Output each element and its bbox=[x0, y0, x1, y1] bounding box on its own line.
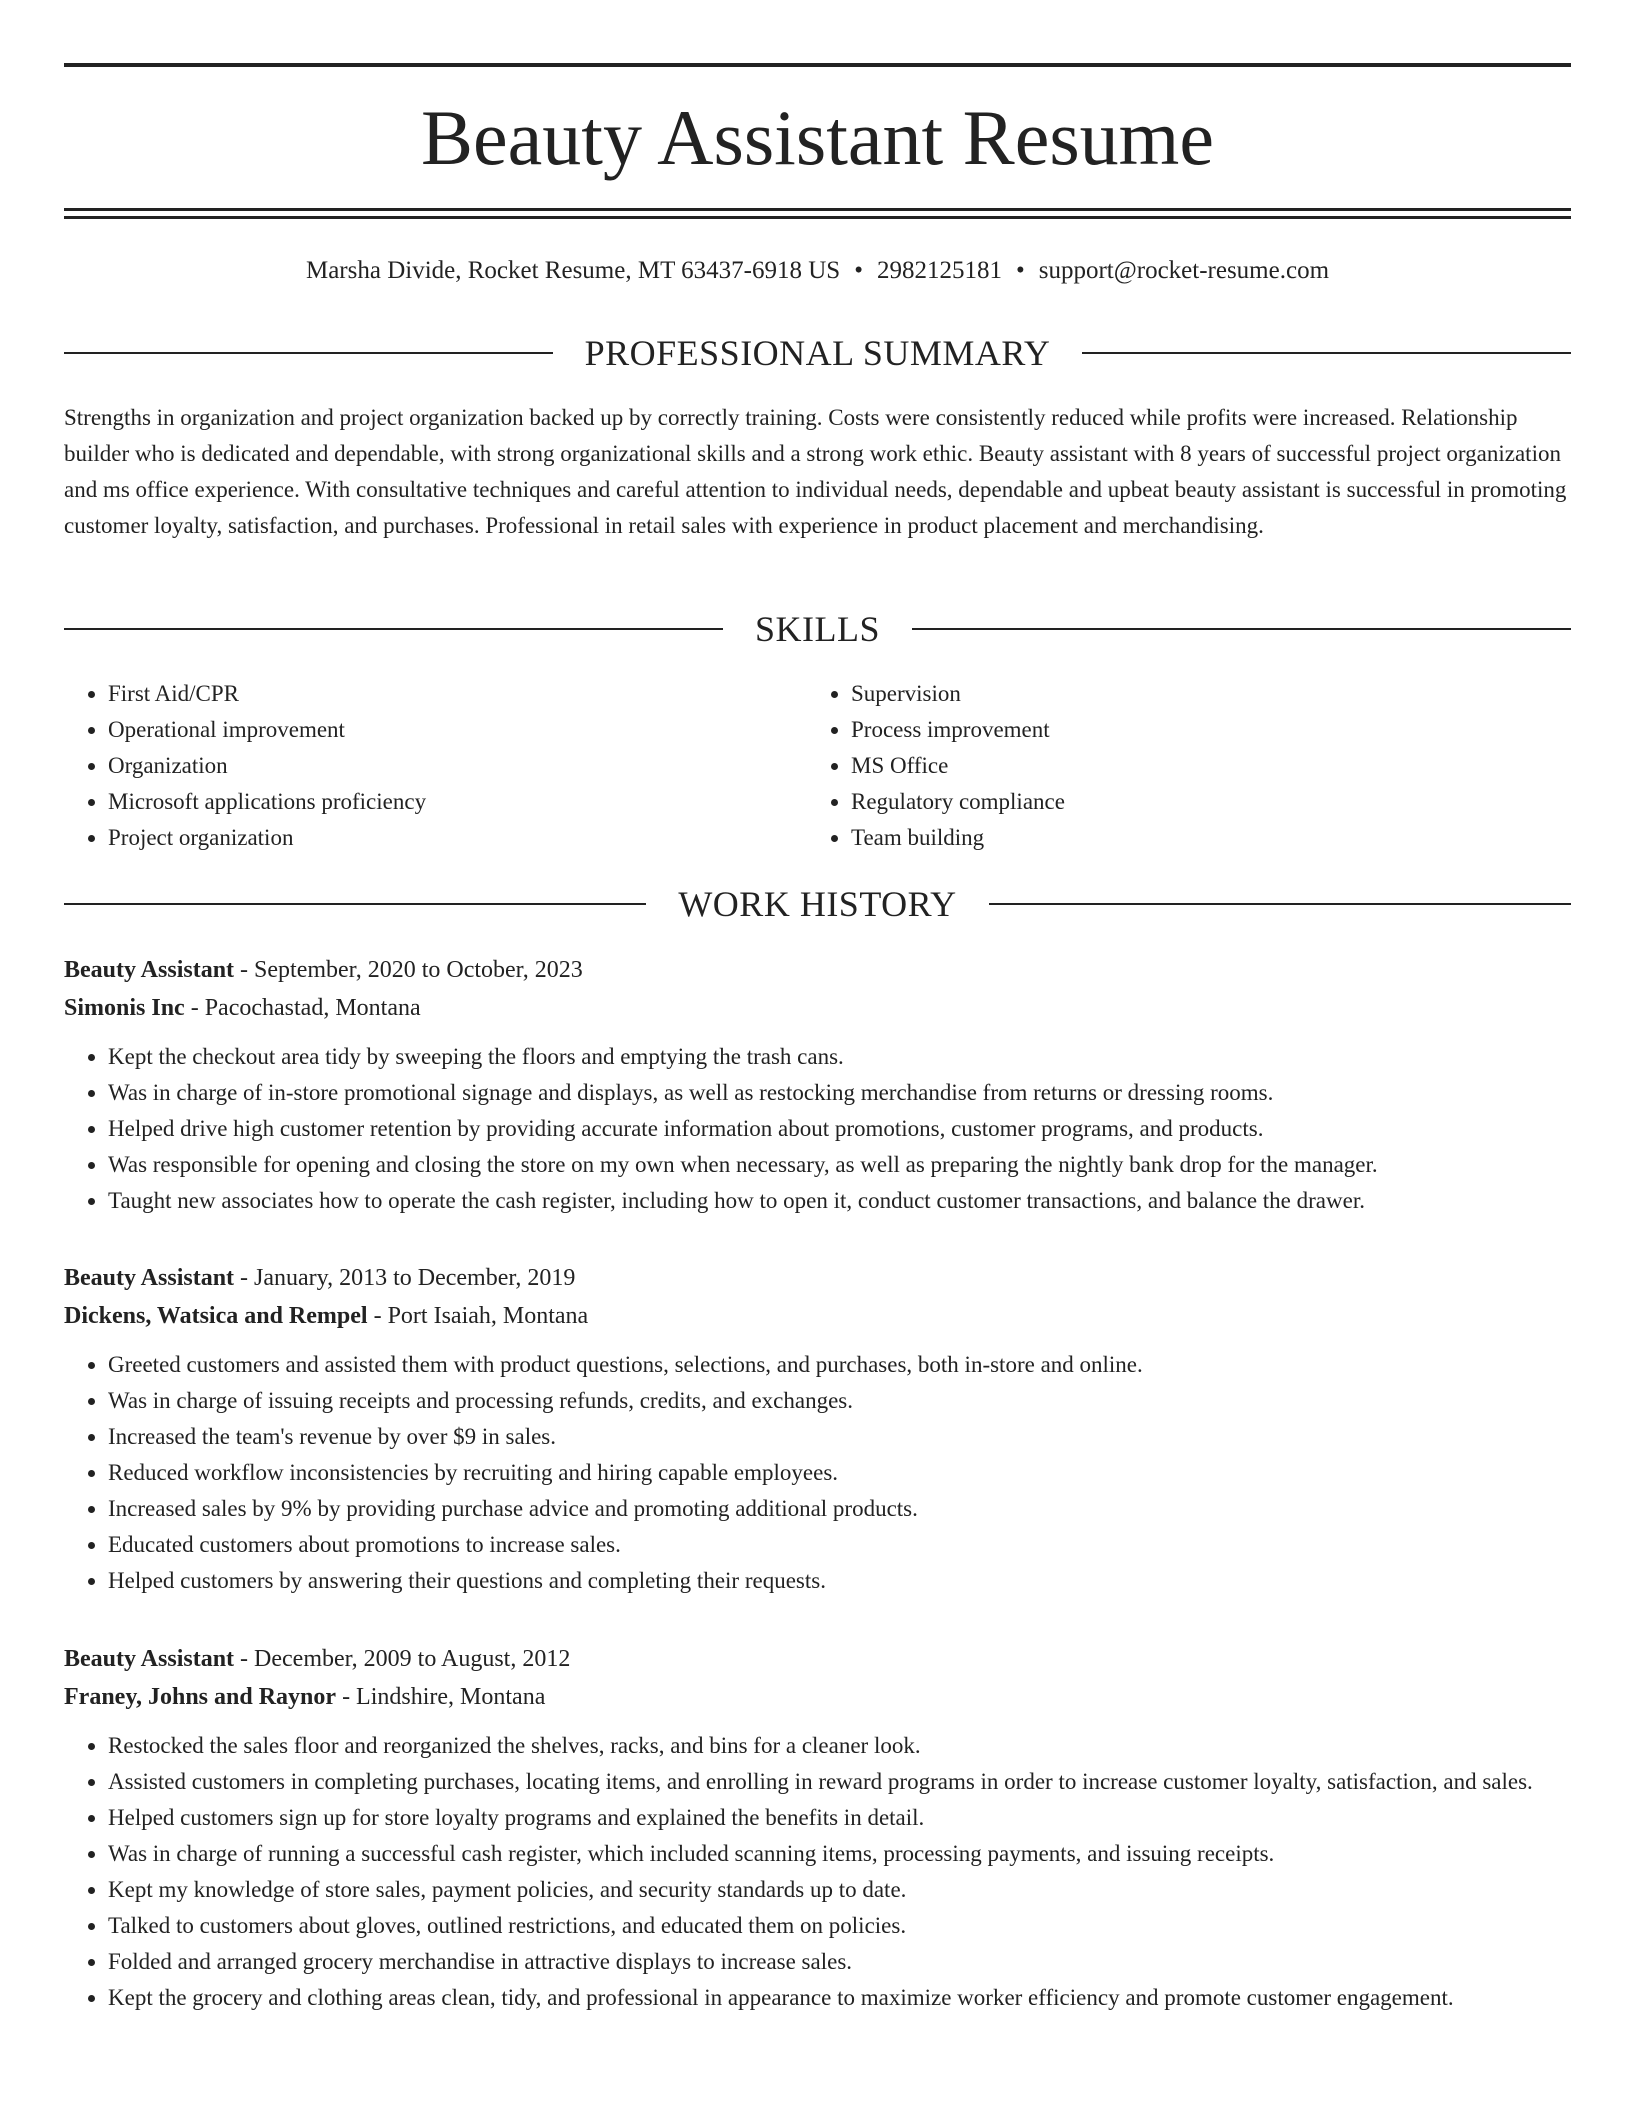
job-entry bbox=[64, 1259, 1571, 1599]
job-duty: • Restocked the sales floor and reorganized the shelves, racks, and bins for a cleaner look. bbox=[108, 1728, 1571, 1764]
heading-rule bbox=[64, 903, 646, 905]
job-title: Beauty Assistant bbox=[64, 1265, 235, 1291]
job-duty: • Increased sales by 9% by providing purchase advice and promoting additional products. bbox=[108, 1491, 1571, 1527]
contact-email: support@rocket-resume.com bbox=[1038, 257, 1330, 284]
job-dates: - January, 2013 to December, 2019 bbox=[234, 1265, 576, 1291]
job-duty: • Was in charge of issuing receipts and processing refunds, credits, and exchanges. bbox=[108, 1383, 1571, 1419]
heading-rule bbox=[64, 352, 553, 354]
job-duty: • Reduced workflow inconsistencies by recruiting and hiring capable employees. bbox=[108, 1455, 1571, 1491]
job-company-line bbox=[64, 1678, 1571, 1716]
skill-item: • Operational improvement bbox=[108, 712, 807, 748]
job-title-line bbox=[64, 1640, 1571, 1678]
title-rule-lower bbox=[64, 216, 1571, 219]
skill-item: • First Aid/CPR bbox=[108, 676, 807, 712]
skill-item: • Process improvement bbox=[851, 712, 1550, 748]
job-duties-list bbox=[64, 1728, 1571, 2016]
heading-rule bbox=[64, 628, 723, 630]
heading-rule bbox=[1082, 352, 1571, 354]
title-rule-upper bbox=[64, 208, 1571, 211]
job-company-line bbox=[64, 1297, 1571, 1335]
resume-title: Beauty Assistant Resume bbox=[421, 94, 1214, 181]
job-location: - Lindshire, Montana bbox=[336, 1684, 546, 1710]
job-company: Simonis Inc bbox=[64, 995, 185, 1021]
job-duty: • Helped drive high customer retention by providing accurate information about promotions, customer programs, and products. bbox=[108, 1111, 1571, 1147]
job-title-line bbox=[64, 951, 1571, 989]
professional-summary-text: Strengths in organization and project organization backed up by correctly training. Costs were consistently reduced while profits were increased. Relationship builder who is dedicated and dependable, with strong organizational skills and a strong work ethic. Beauty assistant with 8 years of successful project organization and ms office experience. With consultative techniques and careful attention to individual needs, dependable and upbeat beauty assistant is successful in promoting customer loyalty, satisfaction, and purchases. Professional in retail sales with experience in product placement and merchandising. bbox=[64, 405, 1567, 538]
job-duty: • Talked to customers about gloves, outlined restrictions, and educated them on policies. bbox=[108, 1908, 1571, 1944]
job-duty: • Kept the checkout area tidy by sweeping the floors and emptying the trash cans. bbox=[108, 1039, 1571, 1075]
section-heading-skills bbox=[64, 606, 1571, 652]
job-title-line bbox=[64, 1259, 1571, 1297]
skill-item: • Project organization bbox=[108, 820, 807, 856]
job-company: Dickens, Watsica and Rempel bbox=[64, 1303, 368, 1329]
job-company: Franey, Johns and Raynor bbox=[64, 1684, 337, 1710]
job-duty: • Assisted customers in completing purchases, locating items, and enrolling in reward programs in order to increase customer loyalty, satisfaction, and sales. bbox=[108, 1764, 1571, 1800]
contact-separator: • bbox=[1015, 257, 1025, 284]
section-heading-summary bbox=[64, 330, 1571, 376]
job-dates: - September, 2020 to October, 2023 bbox=[234, 957, 583, 983]
contact-address: Marsha Divide, Rocket Resume, MT 63437-6918 US bbox=[305, 257, 841, 284]
skill-item: • Organization bbox=[108, 748, 807, 784]
job-duty: • Taught new associates how to operate the cash register, including how to open it, conduct customer transactions, and balance the drawer. bbox=[108, 1183, 1571, 1219]
skill-item: • Supervision bbox=[851, 676, 1550, 712]
job-duty: • Helped customers sign up for store loyalty programs and explained the benefits in detail. bbox=[108, 1800, 1571, 1836]
section-title: WORK HISTORY bbox=[678, 884, 957, 924]
contact-line bbox=[64, 254, 1571, 288]
heading-rule bbox=[912, 628, 1571, 630]
job-duty: • Was responsible for opening and closing the store on my own when necessary, as well as preparing the nightly bank drop for the manager. bbox=[108, 1147, 1571, 1183]
job-duty: • Was in charge of in-store promotional signage and displays, as well as restocking merchandise from returns or dressing rooms. bbox=[108, 1075, 1571, 1111]
job-duties-list bbox=[64, 1039, 1571, 1219]
job-title: Beauty Assistant bbox=[64, 957, 235, 983]
job-company-line bbox=[64, 989, 1571, 1027]
contact-phone: 2982125181 bbox=[876, 257, 1002, 284]
job-title: Beauty Assistant bbox=[64, 1646, 235, 1672]
section-title: SKILLS bbox=[755, 609, 881, 649]
job-duty: • Educated customers about promotions to increase sales. bbox=[108, 1527, 1571, 1563]
job-location: - Pacochastad, Montana bbox=[184, 995, 421, 1021]
skills-columns bbox=[64, 676, 1571, 856]
contact-separator: • bbox=[854, 257, 863, 284]
skill-item: • Microsoft applications proficiency bbox=[108, 784, 807, 820]
skills-list-left bbox=[64, 676, 807, 856]
skills-list-right bbox=[807, 676, 1550, 856]
section-heading-work-history bbox=[64, 881, 1571, 927]
job-duty: • Helped customers by answering their questions and completing their requests. bbox=[108, 1563, 1571, 1599]
job-duty: • Kept the grocery and clothing areas clean, tidy, and professional in appearance to maximize worker efficiency and promote customer engagement. bbox=[108, 1980, 1571, 2016]
job-duty: • Increased the team's revenue by over $9 in sales. bbox=[108, 1419, 1571, 1455]
job-duty: • Greeted customers and assisted them with product questions, selections, and purchases, both in-store and online. bbox=[108, 1347, 1571, 1383]
job-location: - Port Isaiah, Montana bbox=[367, 1303, 589, 1329]
top-rule bbox=[64, 63, 1571, 67]
job-duties-list bbox=[64, 1347, 1571, 1599]
job-duty: • Kept my knowledge of store sales, payment policies, and security standards up to date. bbox=[108, 1872, 1571, 1908]
job-entry bbox=[64, 951, 1571, 1219]
job-duty: • Was in charge of running a successful cash register, which included scanning items, processing payments, and issuing receipts. bbox=[108, 1836, 1571, 1872]
skill-item: • MS Office bbox=[851, 748, 1550, 784]
job-duty: • Folded and arranged grocery merchandise in attractive displays to increase sales. bbox=[108, 1944, 1571, 1980]
job-dates: - December, 2009 to August, 2012 bbox=[234, 1646, 571, 1672]
job-entry bbox=[64, 1640, 1571, 2016]
heading-rule bbox=[989, 903, 1571, 905]
skill-item: • Team building bbox=[851, 820, 1550, 856]
skill-item: • Regulatory compliance bbox=[851, 784, 1550, 820]
section-title: PROFESSIONAL SUMMARY bbox=[584, 333, 1051, 373]
